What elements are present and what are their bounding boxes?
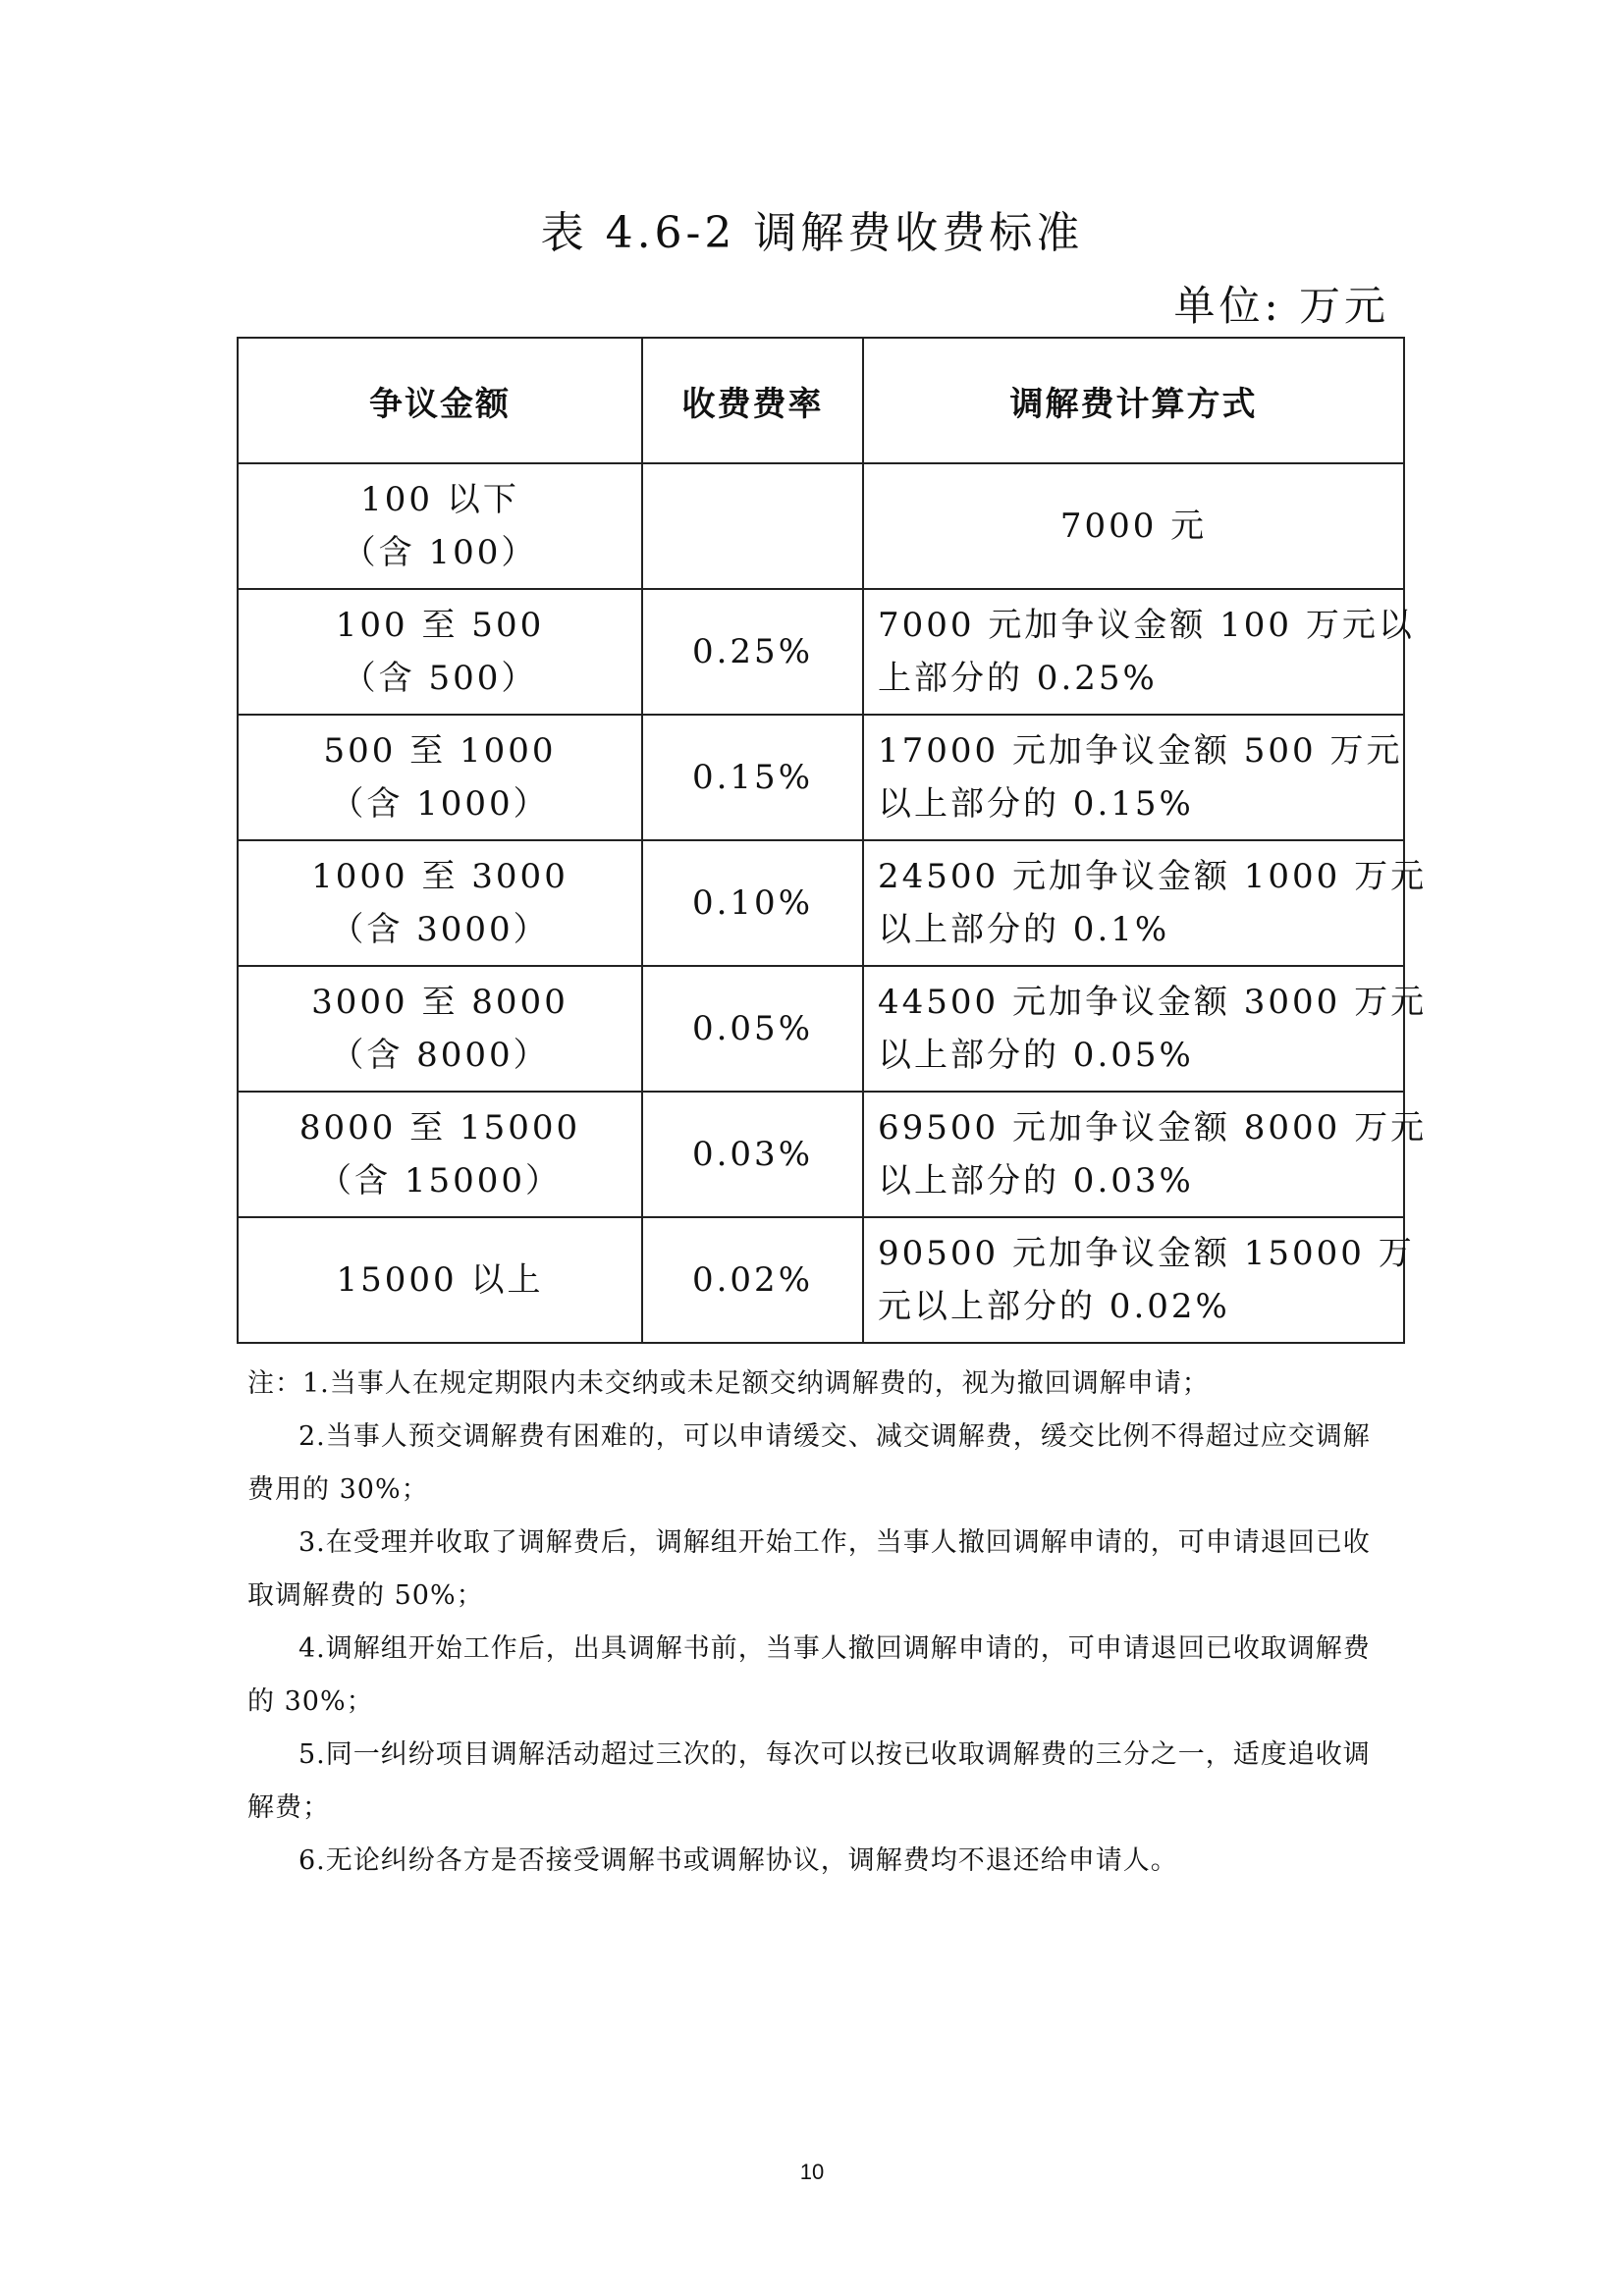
amount-cell: 1000 至 3000 （含 3000） [238,840,642,966]
rate-cell: 0.15% [642,715,863,840]
page-number: 10 [799,2160,825,2184]
header-dispute-amount: 争议金额 [238,338,642,463]
table-row [238,589,1404,715]
table-row [238,715,1404,840]
method-cell: 7000 元 [863,463,1404,589]
amount-cell: 8000 至 15000 （含 15000） [238,1092,642,1217]
method-cell: 90500 元加争议金额 15000 万 元以上部分的 0.02% [863,1217,1404,1343]
table-row [238,1092,1404,1217]
table-header-row [238,338,1404,463]
note-item: 3.在受理并收取了调解费后，调解组开始工作，当事人撤回调解申请的，可申请退回已收取调解费的 50%； [247,1527,1371,1611]
method-cell: 7000 元加争议金额 100 万元以 上部分的 0.25% [863,589,1404,715]
rate-cell: 0.05% [642,966,863,1092]
method-cell: 17000 元加争议金额 500 万元 以上部分的 0.15% [863,715,1404,840]
method-cell: 44500 元加争议金额 3000 万元 以上部分的 0.05% [863,966,1404,1092]
note-item: 6.无论纠纷各方是否接受调解书或调解协议，调解费均不退还给申请人。 [298,1845,1178,1876]
rate-cell [642,463,863,589]
rate-cell: 0.03% [642,1092,863,1217]
table-row [238,840,1404,966]
note-item: 注：1.当事人在规定期限内未交纳或未足额交纳调解费的，视为撤回调解申请； [247,1368,1210,1399]
note-item: 5.同一纠纷项目调解活动超过三次的，每次可以按已收取调解费的三分之一，适度追收调解费； [247,1739,1371,1823]
method-cell: 69500 元加争议金额 8000 万元 以上部分的 0.03% [863,1092,1404,1217]
fee-table [237,337,1428,1344]
table-row [238,1217,1404,1343]
rate-cell: 0.02% [642,1217,863,1343]
note-item: 4.调解组开始工作后，出具调解书前，当事人撤回调解申请的，可申请退回已收取调解费的 30%； [247,1633,1371,1717]
rate-cell: 0.25% [642,589,863,715]
table-row [238,966,1404,1092]
amount-cell: 100 至 500 （含 500） [238,589,642,715]
amount-cell: 15000 以上 [238,1217,642,1343]
amount-cell: 500 至 1000 （含 1000） [238,715,642,840]
unit-label: 单位: 万元 [1173,282,1389,330]
amount-cell: 100 以下 （含 100） [238,463,642,589]
header-fee-rate: 收费费率 [642,338,863,463]
table-row [238,463,1404,589]
method-cell: 24500 元加争议金额 1000 万元 以上部分的 0.1% [863,840,1404,966]
note-item: 2.当事人预交调解费有困难的，可以申请缓交、减交调解费，缓交比例不得超过应交调解费用的 30%； [247,1421,1371,1505]
table-title: 表 4.6-2 调解费收费标准 [540,208,1084,258]
header-calculation-method: 调解费计算方式 [863,338,1404,463]
notes-section [247,1358,1396,1888]
amount-cell: 3000 至 8000 （含 8000） [238,966,642,1092]
rate-cell: 0.10% [642,840,863,966]
